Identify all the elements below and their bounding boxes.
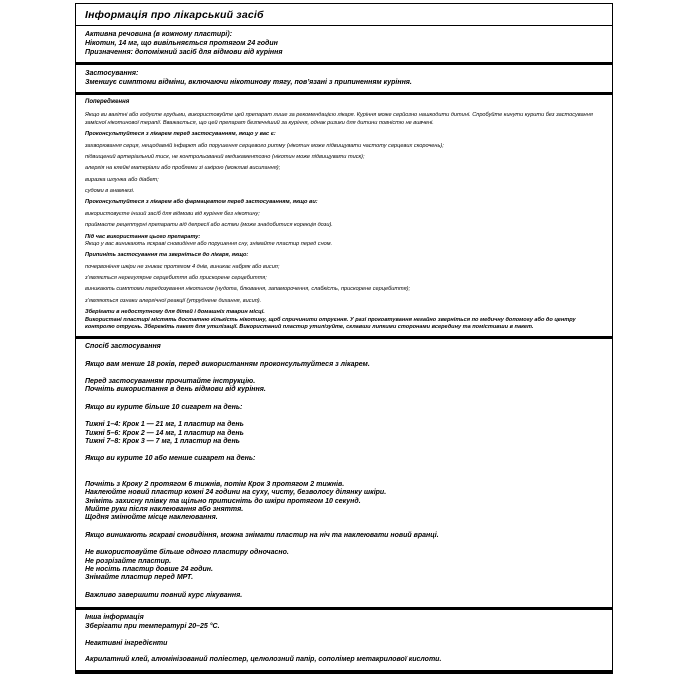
other-info-paragraphs — [85, 623, 603, 665]
warnings-paragraphs — [85, 112, 603, 331]
warnings-paragraph: виразка шлунка або діабет; — [85, 176, 159, 183]
directions-paragraph: Якщо ви курите 10 або менше сигарет на день: — [85, 455, 256, 463]
directions-paragraph: Не носіть пластир довше 24 годин. — [85, 565, 213, 573]
directions-paragraph: Наклеюйте новий пластир кожні 24 години на суху, чисту, безволосу ділянку шкіри. — [85, 489, 387, 497]
warnings-paragraph: виникають симптоми передозування нікотином (нудота, блювання, запаморочення, слабкість, прискорене серцебиття); — [85, 286, 411, 293]
section-other-info — [76, 610, 612, 673]
warnings-paragraph: почервоніння шкіри не зникає протягом 4 днів, виникає набряк або висип; — [85, 263, 280, 270]
usage-lines — [85, 69, 603, 87]
section-directions — [76, 339, 612, 610]
section-active-substance — [76, 26, 612, 65]
section-title — [76, 4, 612, 26]
warnings-header: Попередження — [85, 99, 130, 106]
page-title: Інформація про лікарський засіб — [85, 9, 264, 21]
active-substance-lines — [85, 30, 603, 57]
directions-paragraph: Якщо ви курите більше 10 сигарет на день: — [85, 403, 243, 411]
directions-paragraph: Почніть використання в день відмови від куріння. — [85, 386, 266, 394]
warnings-paragraph: з’являється нерегулярне серцебиття або прискорене серцебиття; — [85, 275, 267, 281]
warnings-paragraph: приймаєте рецептурні препарати від депресії або астми (може знадобитися корекція дози). — [85, 222, 333, 229]
directions-paragraph: Не використовуйте більше одного пластиру одночасно. — [85, 549, 289, 557]
warnings-paragraph: захворювання серця, нещодавній інфаркт або порушення серцевого ритму (нікотин може підвищувати частоту серцевих скорочень); — [85, 142, 444, 149]
directions-paragraph: Важливо завершити повний курс лікування. — [85, 591, 243, 599]
warnings-paragraph: Припиніть застосування та зверніться до лікаря, якщо: — [85, 252, 249, 259]
warnings-paragraph: Використані пластирі містять достатню кількість нікотину, щоб спричинити отруєння. У разі проковтування негайно зверніться по медичну допомогу або до центру контролю отруєнь. Збережіть пакет для утилізації. Використаний пластир утилізуйте, склавши липкими сторонами всередину та помістивши в пакет. — [85, 316, 576, 330]
active-substance-line: Призначення: допоміжний засіб для відмови від куріння — [85, 49, 283, 57]
active-substance-line: Нікотин, 14 мг, що вивільняється протягом 24 годин — [85, 40, 278, 48]
section-warnings — [76, 95, 612, 339]
directions-paragraph: Якщо вам менше 18 років, перед використанням проконсультуйтеся з лікарем. — [85, 360, 370, 368]
warnings-paragraph: судоми в анамнезі. — [85, 188, 135, 194]
directions-paragraph: Знімайте пластир перед МРТ. — [85, 574, 194, 582]
warnings-paragraph: Якщо у вас виникають яскраві сновидіння або порушення сну, знімайте пластир перед сном. — [85, 240, 333, 247]
warnings-paragraph: Якщо ви вагітні або годуєте грудьми, використовуйте цей препарат лише за рекомендацією лікаря. Куріння може серйозно нашкодити дитині. Спробуйте кинути курити без застосування замісної нікотинової терапії. Вважається, що цей препарат безпечніший за куріння, однак ризики для дитини повністю не вивчені. — [85, 112, 593, 126]
warnings-paragraph: алергія на клейкі матеріали або проблеми зі шкірою (можливі висипання); — [85, 165, 281, 172]
directions-paragraphs — [85, 361, 603, 600]
directions-paragraph: Перед застосуванням прочитайте інструкцію. — [85, 378, 256, 386]
warnings-paragraph: підвищений артеріальний тиск, не контрольований медикаментозно (нікотин може підвищувати тиск); — [85, 153, 365, 160]
other-info-paragraph: Зберігати при температурі 20–25 °C. — [85, 622, 220, 630]
drug-facts-label — [75, 3, 613, 674]
directions-paragraph: Зніміть захисну плівку та щільно притисніть до шкіри протягом 10 секунд. — [85, 497, 361, 505]
warnings-paragraph: Проконсультуйтеся з лікарем перед застосуванням, якщо у вас є: — [85, 131, 276, 138]
warnings-paragraph: з’являються ознаки алергічної реакції (утруднене дихання, висип). — [85, 297, 262, 304]
directions-paragraph: Не розрізайте пластир. — [85, 557, 172, 565]
directions-paragraph: Тижні 1–4: Крок 1 — 21 мг, 1 пластир на день — [85, 421, 244, 429]
usage-line: Зменшує симптоми відміни, включаючи нікотинову тягу, пов’язані з припиненням куріння. — [85, 79, 412, 87]
directions-header: Спосіб застосування — [85, 343, 161, 351]
other-info-paragraph: Акрилатний клей, алюмінізований поліестер, целюлозний папір, сополімер метакрилової кислоти. — [85, 656, 442, 664]
directions-paragraph: Тижні 7–8: Крок 3 — 7 мг, 1 пластир на день — [85, 437, 240, 445]
warnings-paragraph: використовуєте інший засіб для відмови від куріння без нікотину; — [85, 210, 260, 217]
warnings-paragraph: Проконсультуйтеся з лікарем або фармацевтом перед застосуванням, якщо ви: — [85, 199, 318, 206]
usage-line: Застосування: — [85, 70, 139, 78]
active-substance-line: Активна речовина (в кожному пластирі): — [85, 31, 233, 38]
other-info-paragraph: Неактивні інгредієнти — [85, 639, 168, 647]
directions-paragraph: Почніть з Кроку 2 протягом 6 тижнів, потім Крок 3 протягом 2 тижнів. — [85, 480, 345, 488]
directions-paragraph: Тижні 5–6: Крок 2 — 14 мг, 1 пластир на день — [85, 429, 244, 437]
directions-paragraph: Мийте руки після наклеювання або зняття. — [85, 505, 244, 513]
directions-paragraph: Щодня змінюйте місце наклеювання. — [85, 514, 218, 522]
other-info-header: Інша інформація — [85, 614, 144, 622]
directions-paragraph: Якщо виникають яскраві сновидіння, можна знімати пластир на ніч та наклеювати новий вранці. — [85, 531, 439, 539]
warnings-paragraph: Під час використання цього препарату: — [85, 233, 201, 240]
section-usage — [76, 65, 612, 95]
warnings-paragraph: Зберігати в недоступному для дітей і домашніх тварин місці. — [85, 309, 265, 316]
